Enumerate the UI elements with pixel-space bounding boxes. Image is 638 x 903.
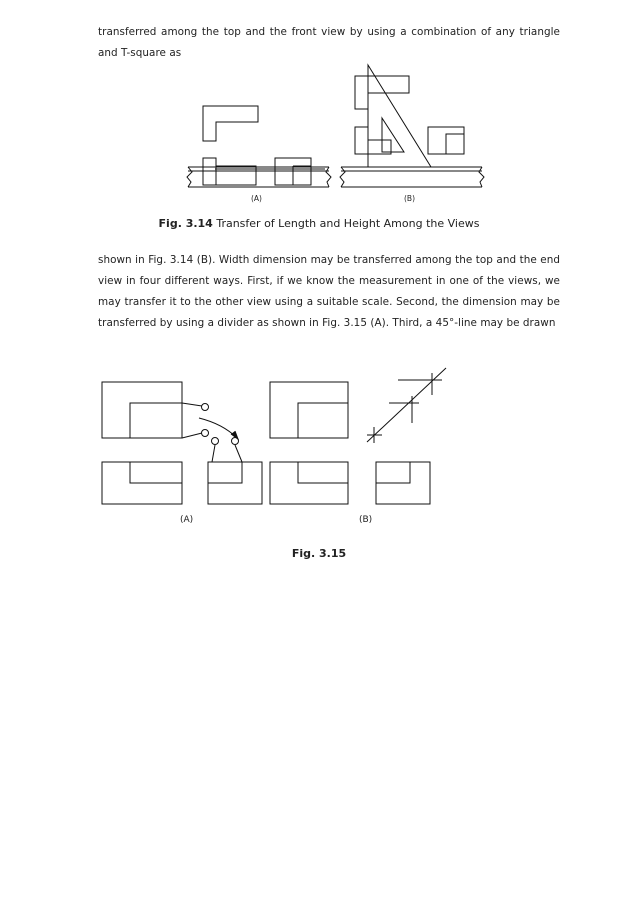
fig14b-label: (B)	[404, 194, 415, 203]
fig15b-45-degree-line	[367, 368, 446, 443]
fig15b-front-view	[270, 462, 348, 504]
fig14b-triangle	[368, 65, 431, 167]
fig15b-label: (B)	[359, 515, 373, 525]
fig15a-top-view	[102, 382, 182, 438]
figure-3-15	[0, 360, 638, 530]
fig15a-divider-top	[182, 403, 209, 438]
figure-3-14-caption	[0, 217, 638, 230]
fig15a-transfer-arrow	[199, 418, 238, 439]
fig14b-t-square	[340, 167, 484, 187]
paragraph-2: shown in Fig. 3.14 (B). Width dimension may be transferred among the top and the end view in four different ways. First, if we know the measurement in one of the views, we may transfer it to the other view using a suitable scale. Second, the dimension may be transferred by using a divider as shown in Fig. 3.15 (A). Third, a 45°-line may be drawn	[98, 254, 560, 329]
figure-3-14	[0, 60, 638, 205]
fig14a-label: (A)	[251, 194, 262, 203]
figure-3-14-caption-number: Fig. 3.14	[158, 217, 213, 230]
paragraph-1: transferred among the top and the front view by using a combination of any triangle and T-square as	[98, 26, 560, 59]
figure-3-14-caption-text: Transfer of Length and Height Among the Views	[216, 217, 480, 230]
fig14b-end-view	[428, 127, 464, 154]
fig15b-top-view	[270, 382, 348, 438]
fig15a-label: (A)	[180, 515, 194, 525]
figure-3-15-caption-number: Fig. 3.15	[291, 547, 347, 560]
figure-3-15-caption	[0, 547, 638, 560]
fig15b-end-view	[376, 462, 430, 504]
fig14a-t-square	[187, 167, 331, 187]
fig14a-top-view	[203, 106, 258, 141]
fig15a-front-view	[102, 462, 182, 504]
fig14b-front-view	[355, 127, 391, 154]
fig14b-top-view	[355, 76, 409, 109]
fig15a-end-view	[208, 438, 262, 505]
